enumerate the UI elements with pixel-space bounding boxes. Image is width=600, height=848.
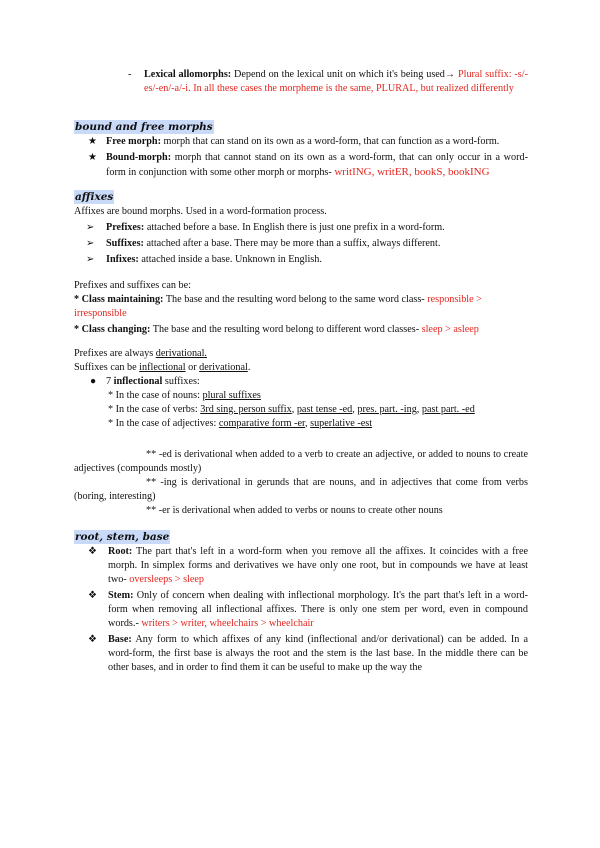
list-item: ❖ Stem: Only of concern when dealing with inflectional morphology. It's the part that's left in a word-form when removing all inflectional affixes. There is only one stem per word, even in compound words.- writers > writer, wheelchairs > wheelchair [88,590,528,629]
note-paragraph: ** -ed is derivational when added to a verb to create an adjective, or added to nouns to create adjectives (compounds mostly) [74,449,528,474]
diamond-icon: ❖ [88,546,98,557]
star-icon: ★ [88,152,98,163]
arrowhead-icon: ➢ [86,222,95,233]
example-text: Plural suffix: -s/-es/-en/-a/-i. In all these cases the morpheme is the same, PLURAL, but realized differently [144,69,528,94]
list-item: ➢ Prefixes: attached before a base. In English there is just one prefix in a word-form. [86,222,445,233]
dash-marker: - [128,69,132,80]
star-icon: ★ [88,136,98,147]
paragraph: * Class changing: The base and the resulting word belong to different word classes- sleep > asleep [74,324,479,335]
paragraph: * In the case of verbs: 3rd sing. person suffix, past tense -ed, pres. part. -ing, past part. -ed [108,404,475,415]
arrowhead-icon: ➢ [86,238,95,249]
list-item: ★ Bound-morph: morph that cannot stand on its own as a word-form, that can only occur in a word-form in conjunction with some other morph or morphs- writING, writER, bookS, bookING [88,152,528,178]
section-heading-root-stem-base: root, stem, base [75,531,170,543]
section-heading-bound-free: bound and free morphs [75,121,213,133]
paragraph: Suffixes can be inflectional or derivational. [74,362,251,373]
diamond-icon: ❖ [88,634,98,645]
list-item: ➢ Infixes: attached inside a base. Unknown in English. [86,254,322,265]
list-item: ❖ Root: The part that's left in a word-form when you remove all the affixes. It coincides with a free morph. In simplex forms and derivatives we have only one root, but in compounds we have at least two- oversleeps > sleep [88,546,528,585]
lexical-allomorphs-item: - Lexical allomorphs: Depend on the lexical unit on which it's being used→ Plural suffix: -s/-es/-en/-a/-i. In all these cases the morpheme is the same, PLURAL, but realized differently [128,69,528,94]
bullet-dot-icon: ● [90,376,97,387]
paragraph: * In the case of adjectives: comparative form -er, superlative -est [108,418,373,429]
paragraph: Prefixes and suffixes can be: [74,280,191,291]
paragraph: * Class maintaining: The base and the resulting word belong to the same word class- responsible > irresponsible [74,294,482,319]
section-heading-affixes: affixes [75,191,114,203]
paragraph: Prefixes are always derivational. [74,348,207,359]
list-item: ➢ Suffixes: attached after a base. There may be more than a suffix, always different. [86,238,441,249]
document-page [74,68,528,675]
arrowhead-icon: ➢ [86,254,95,265]
diamond-icon: ❖ [88,590,98,601]
list-item: ★ Free morph: morph that can stand on its own as a word-form, that can function as a word-form. [88,136,500,147]
paragraph: * In the case of nouns: plural suffixes [108,390,261,401]
term-label: Lexical allomorphs: [144,69,232,80]
paragraph: Affixes are bound morphs. Used in a word-formation process. [74,206,327,217]
note-paragraph: ** -er is derivational when added to verbs or nouns to create other nouns [146,505,443,516]
list-item: ● 7 inflectional suffixes: [90,376,200,387]
note-paragraph: ** -ing is derivational in gerunds that are nouns, and in adjectives that come from verbs (boring, interesting) [74,477,528,502]
list-item: ❖ Base: Any form to which affixes of any kind (inflectional and/or derivational) can be added. In a word-form, the first base is always the root and the stem is the last base. In the middle there can be other bases, and in order to find them it can be useful to make up the way the [88,634,528,673]
